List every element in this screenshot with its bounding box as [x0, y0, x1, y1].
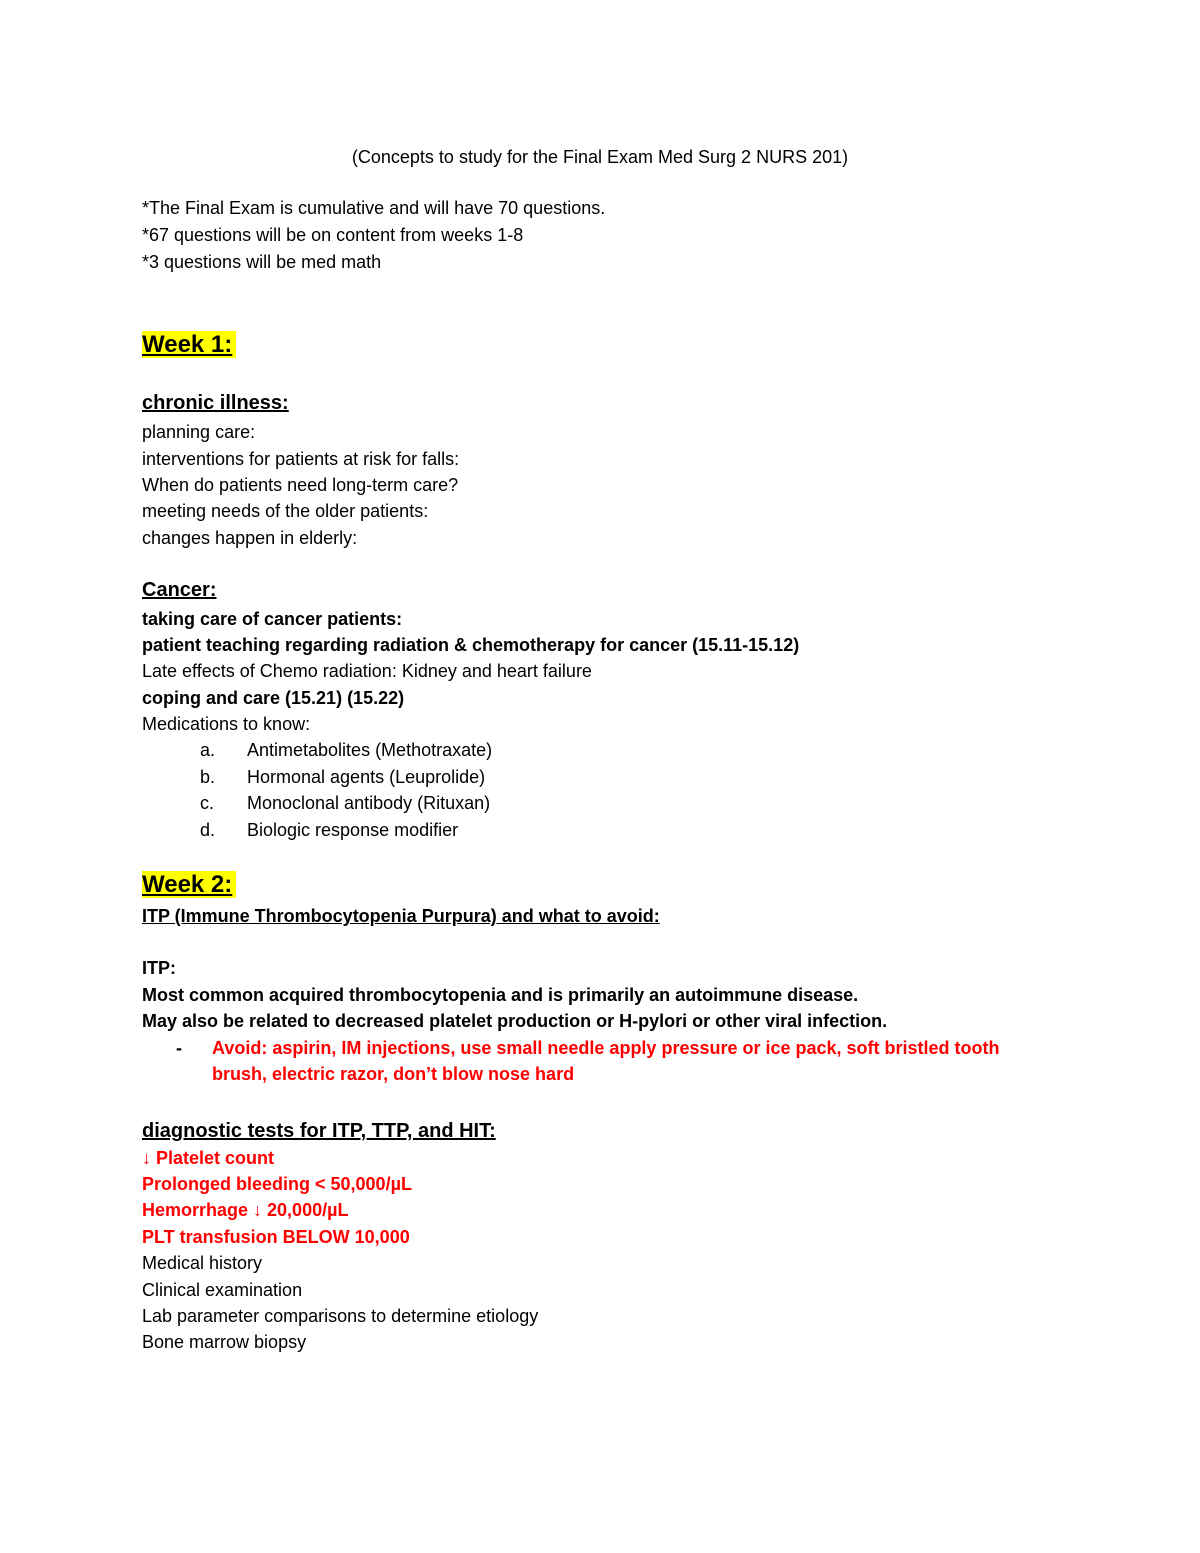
itp-line: May also be related to decreased platelet production or H-pylori or other viral infection.	[142, 1011, 888, 1031]
cancer-line: taking care of cancer patients:	[142, 609, 403, 629]
medication-text: Antimetabolites (Methotraxate)	[247, 740, 493, 760]
chronic-line: planning care:	[142, 422, 256, 442]
diagnostic-line: Lab parameter comparisons to determine etiology	[142, 1306, 539, 1326]
diagnostic-red-line: Hemorrhage ↓ 20,000/µL	[142, 1200, 349, 1220]
medication-text: Monoclonal antibody (Rituxan)	[247, 793, 491, 813]
cancer-line: Medications to know:	[142, 714, 311, 734]
week-2-heading	[142, 870, 236, 900]
cancer-line: coping and care (15.21) (15.22)	[142, 688, 405, 708]
itp-label: ITP:	[142, 958, 176, 978]
diagnostic-line: Bone marrow biopsy	[142, 1332, 307, 1352]
itp-line: Most common acquired thrombocytopenia and is primarily an autoimmune disease.	[142, 985, 859, 1005]
cancer-line: Late effects of Chemo radiation: Kidney and heart failure	[142, 661, 592, 681]
list-marker: c.	[200, 793, 215, 813]
itp-heading: ITP (Immune Thrombocytopenia Purpura) and what to avoid:	[142, 906, 660, 926]
list-marker: d.	[200, 820, 216, 840]
chronic-line: interventions for patients at risk for falls:	[142, 449, 460, 469]
week-1-heading	[142, 330, 236, 360]
diagnostic-red-line: PLT transfusion BELOW 10,000	[142, 1227, 410, 1247]
exam-note: *The Final Exam is cumulative and will have 70 questions.	[142, 198, 606, 218]
cancer-line: patient teaching regarding radiation & chemotherapy for cancer (15.11-15.12)	[142, 635, 800, 655]
chronic-line: When do patients need long-term care?	[142, 475, 459, 495]
chronic-line: meeting needs of the older patients:	[142, 501, 429, 521]
list-marker: -	[176, 1038, 182, 1058]
list-marker: b.	[200, 767, 216, 787]
week-1-heading-text: Week 1:	[142, 331, 236, 358]
diagnostic-red-line: ↓ Platelet count	[142, 1148, 275, 1168]
list-marker: a.	[200, 740, 216, 760]
diagnostic-line: Medical history	[142, 1253, 263, 1273]
diagnostic-heading: diagnostic tests for ITP, TTP, and HIT:	[142, 1120, 496, 1142]
chronic-illness-heading: chronic illness:	[142, 392, 289, 414]
avoid-text-continued: brush, electric razor, don’t blow nose hard	[212, 1064, 575, 1084]
diagnostic-line: Clinical examination	[142, 1280, 303, 1300]
medication-text: Biologic response modifier	[247, 820, 459, 840]
cancer-heading: Cancer:	[142, 579, 217, 601]
diagnostic-red-line: Prolonged bleeding < 50,000/µL	[142, 1174, 412, 1194]
exam-note: *3 questions will be med math	[142, 252, 382, 272]
exam-note: *67 questions will be on content from weeks 1-8	[142, 225, 524, 245]
medication-text: Hormonal agents (Leuprolide)	[247, 767, 486, 787]
document-title: (Concepts to study for the Final Exam Med Surg 2 NURS 201)	[351, 147, 849, 167]
chronic-line: changes happen in elderly:	[142, 528, 358, 548]
week-2-heading-text: Week 2:	[142, 871, 236, 898]
avoid-text: Avoid: aspirin, IM injections, use small needle apply pressure or ice pack, soft bristled tooth	[212, 1038, 1000, 1058]
